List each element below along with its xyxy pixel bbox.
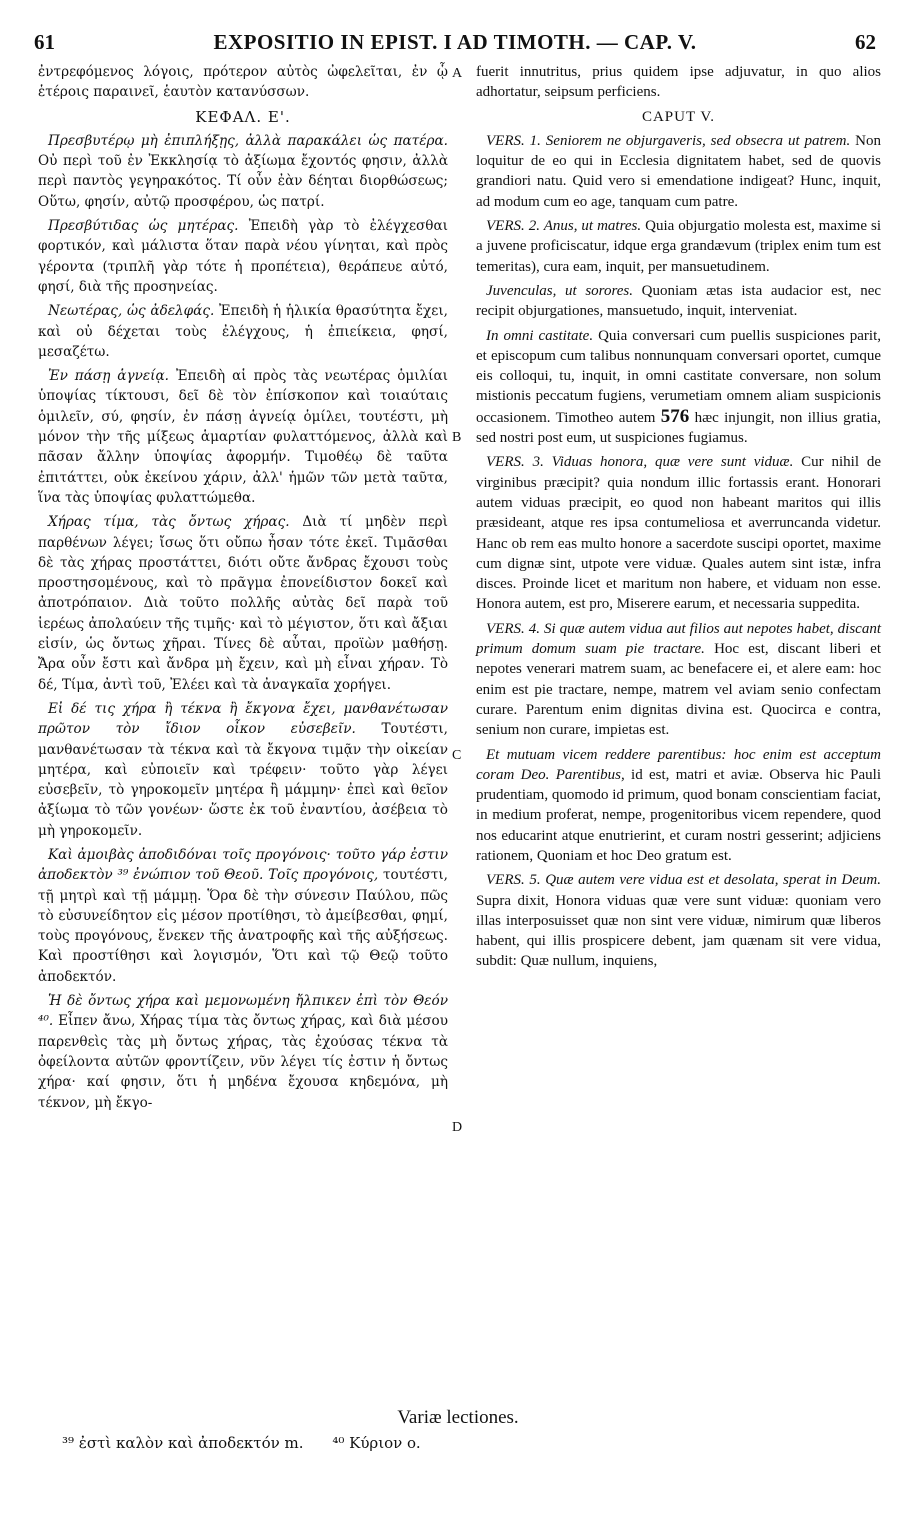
- paragraph: [38, 512, 448, 695]
- paragraph-text: hæc injungit, non illius gratia, sed nostri post eum, ut suspiciones fugiamus.: [476, 409, 881, 447]
- page-number-right: 62: [855, 30, 876, 54]
- paragraph: [38, 991, 448, 1113]
- paragraph-text: Οὐ περὶ τοῦ ἐν Ἐκκλησίᾳ τὸ ἀξίωμα ἔχοντός φησιν, ἀλλὰ περὶ παντὸς γεγηρακότος. Τί οὖν ἐὰν δέηται διορθώσεως; Οὕτω, φησίν, αὐτῷ προσφέρου, ὡς πατρί.: [38, 153, 448, 210]
- verse-lemma: VERS. 1. Seniorem ne objurgaveris, sed obsecra ut patrem.: [486, 132, 851, 149]
- paragraph: [38, 131, 448, 212]
- paragraph-text: Ἐπειδὴ αἱ πρὸς τὰς νεωτέρας ὁμιλίαι ὑποψίας τίκτουσι, δεῖ δὲ τὸν ἐπίσκοπον καὶ τοιαύταις ὁμιλεῖν, σύ, φησίν, ἐν πάσῃ ἁγνείᾳ ὁμίλει, τουτέστι, μὴ μόνον τὴν τῆς μίξεως ἁμαρτίαν φυλαττόμενος, ἀλλὰ καὶ πᾶσαν ἄλλην ὑποψίας ἀφορμήν. Τιμοθέῳ δὲ ταῦτα ἐπιτάττει, οὐκ ἐκείνου χάριν, ἀλλ' ἡμῶν τῶν μετὰ ταῦτα, ἵνα τὰς ὑποψίας φυλαττώμεθα.: [38, 368, 449, 506]
- paragraph-text: Quoniam ætas ista audacior est, nec recipit objurgationes, mansuetudo, inquit, interveniat.: [476, 282, 882, 320]
- paragraph-text: fuerit innutritus, prius quidem ipse adjuvatur, in quo alios adhortatur, seipsum perficiens.: [476, 64, 881, 101]
- verse-lemma: Χήρας τίμα, τὰς ὄντως χήρας.: [48, 514, 290, 531]
- page-number-left: 61: [34, 30, 55, 54]
- verse-lemma: Εἰ δέ τις χήρα ἢ τέκνα ἢ ἔκγονα ἔχει, μανθανέτωσαν πρῶτον τὸν ἴδιον οἶκον εὐσεβεῖν.: [38, 700, 448, 738]
- paragraph-text: Ἐπειδὴ ἡ ἡλικία θρασύτητα ἔχει, καὶ οὐ δέχεται τοὺς ἐλέγχους, ἡ ἐπιείκεια, φησί, μεσαζέτω.: [38, 303, 448, 360]
- paragraph: [476, 619, 881, 741]
- variant-note: ⁴⁰ Κύριον o.: [332, 1434, 421, 1452]
- paragraph-text: Διὰ τί μηδὲν περὶ παρθένων λέγει; ἴσως ὅτι οὔπω ἦσαν τότε ἐκεῖ. Τιμᾶσθαι δὲ τὰς χήρας προστάττει, διότι οὔτε ἄνδρας ἔχουσι τοὺς προστησομένους, καὶ τὸ πρᾶγμα ἐπονείδιστον δοκεῖ καὶ ἀποτρόπαιον. Διὰ τοῦτο πολλῆς αὐτὰς δεῖ παρὰ τοῦ ἱερέως ἀπολαύειν τῆς τιμῆς· καὶ τὸ μέγιστον, ὅτι καὶ ἄξιαι εἰσίν, ὡς ὄντως χῆραι. Τίνες δὲ αὗται, προϊὼν μαθήσῃ. Ἄρα οὖν ἔστι καὶ ἄνδρα μὴ ἔχειν, καὶ μὴ εἶναι χήραν. Τὸ δέ, Τίμα, ἀντὶ τοῦ, Ἐλέει καὶ τὰ ἀναγκαῖα χορήγει.: [38, 514, 448, 693]
- paragraph-text: id est, matri et aviæ. Observa hic Pauli prudentiam, quomodo id primum, quod bonam conscientiam faciat, in medium proferat, nempe, progenitoribus vicem rependere, quod nos educarint atque enutrierint, et curam nostri gesserint; adjiciens rationem, Quoniam et hoc Deo gratum est.: [476, 766, 881, 864]
- paragraph: [38, 699, 448, 841]
- verse-lemma: VERS. 2. Anus, ut matres.: [486, 218, 642, 235]
- paragraph-text: Cur nihil de virginibus præcipit? quia nondum illic fortassis erant. Honorari autem viduas præcipit, eo quod non habeant maritos qui illis præsideant, atque res ipsa contumeliosa et averruncanda videtur. Hanc ob rem eas multo honore a sacerdote suscipi oportet, maxime cum dignæ sint, utpote vere viduæ. Quales autem sint istæ, infra disces. Proinde licet et maritum non habere, et viduam non esse. Honora autem, est pro, Miserere earum, et necessaria suppedita.: [476, 454, 881, 613]
- verse-lemma: Καὶ ἀμοιβὰς ἀποδιδόναι τοῖς προγόνοις· τοῦτο γάρ ἐστιν ἀποδεκτὸν ³⁹ ἐνώπιον τοῦ Θεοῦ. Τοῖς προγόνοις,: [38, 846, 448, 884]
- section-letter: C: [452, 748, 462, 763]
- verse-lemma: Πρεσβύτιδας ὡς μητέρας.: [48, 218, 239, 235]
- paragraph: [476, 326, 881, 449]
- paragraph: [476, 870, 881, 971]
- paragraph: [38, 366, 448, 508]
- verse-lemma: Juvenculas, ut sorores.: [486, 282, 633, 299]
- verse-lemma: VERS. 3. Viduas honora, quæ vere sunt viduæ.: [486, 454, 794, 471]
- verse-lemma: Νεωτέρας, ὡς ἀδελφάς.: [48, 303, 215, 320]
- paragraph-text: Supra dixit, Honora viduas quæ vere sunt viduæ: quoniam vero illas interposuisset quæ non sint vere viduæ, nimirum quæ liberos habent, qui illis prospicere debent, jam quænam sit vere vidua, subdit: Quæ nullum, inquiens,: [476, 892, 881, 970]
- paragraph: [476, 281, 881, 322]
- verse-lemma: Πρεσβυτέρῳ μὴ ἐπιπλήξῃς, ἀλλὰ παρακάλει ὡς πατέρα.: [48, 132, 448, 149]
- paragraph: [476, 745, 881, 867]
- verse-lemma: VERS. 5. Quæ autem vere vidua est et desolata, sperat in Deum.: [486, 872, 881, 889]
- paragraph-text: Ἐπειδὴ γὰρ τὸ ἐλέγχεσθαι φορτικόν, καὶ μάλιστα ὅταν παρὰ νέου γίνηται, καὶ πρὸς γέροντα (τριπλῆ γὰρ τότε ἡ προπέτεια), θεράπευε αὐτό, φησί, διὰ τῆς προσηνείας.: [38, 218, 448, 295]
- verse-lemma: In omni castitate.: [486, 327, 594, 344]
- running-header: [34, 30, 876, 60]
- section-letter: A: [452, 66, 463, 81]
- paragraph-text: Τουτέστι, μανθανέτωσαν τὰ τέκνα καὶ τὰ ἔκγονα τιμᾷν τὴν οἰκείαν μητέρα, καὶ εὐποιεῖν καὶ τρέφειν· τοῦτο γὰρ λέγει εὐσεβεῖν, τὸ γηροκομεῖν μητέρα ἢ μάμμην· ἐπεὶ καὶ θεῖον ἀξίωμα τὸ τῶν γονέων· ὥστε ἐκ τοῦ ἐναντίου, ἀσέβεια τὸ μὴ γηροκομεῖν.: [38, 721, 448, 839]
- section-letter: B: [452, 430, 462, 445]
- paragraph: [38, 216, 448, 297]
- section-letter: D: [452, 1120, 463, 1135]
- variant-note: ³⁹ ἐστὶ καλὸν καὶ ἀποδεκτόν m.: [62, 1434, 304, 1452]
- paragraph-text: Quia objurgatio molesta est, maxime si a juvene proficiscatur, idque erga grandævum (triplex enim tum est temeritas), cura eam, inquit, per mansuetudinem.: [476, 218, 881, 275]
- variae-lectiones-title: Variæ lectiones.: [397, 1407, 519, 1428]
- paragraph: [38, 845, 448, 987]
- paragraph-text: Non loquitur de eo qui in Ecclesia dignitatem habet, sed de quovis grandiori natu. Quid vero si emendatione indigeat? Hunc, inquit, ad modum cum eo age, tanquam cum patre.: [476, 132, 881, 210]
- paragraph-text: τουτέστι, τῇ μητρὶ καὶ τῇ μάμμῃ. Ὅρα δὲ τὴν σύνεσιν Παύλου, πῶς τὸ εὐσυνείδητον εἰς μέσον προτίθησι, τὸ ἀμείβεσθαι, φημί, τοὺς προγόνους, ἕνεκεν τῆς ἀνατροφῆς καὶ τῆς αὐξήσεως. Καὶ προστίθησι καὶ λογισμόν, Ὅτι καὶ τῷ Θεῷ τοῦτο ἀποδεκτόν.: [38, 867, 448, 985]
- chapter-heading: ΚΕΦΑΛ. Ε'.: [195, 107, 291, 126]
- paragraph: [38, 301, 448, 362]
- paragraph-text: Quia conversari cum puellis suspiciones parit, et episcopum cum talibus nonnunquam conversari oportet, cumque eis colloqui, tu, inquit, in omni castitate conversare, non solum mistionis peccatum fugiens, verumetiam omnem aliam suspicionis occasionem. Timotheo autem: [476, 327, 881, 426]
- paragraph: [476, 131, 881, 212]
- greek-column: [38, 62, 448, 1117]
- verse-lemma: Ἐν πάσῃ ἁγνείᾳ.: [48, 368, 169, 385]
- paragraph: [476, 216, 881, 277]
- migne-column-marker: 576: [660, 405, 690, 427]
- paragraph: [38, 62, 448, 103]
- verse-lemma: Ἡ δὲ ὄντως χήρα καὶ μεμονωμένη ἤλπικεν ἐπὶ τὸν Θεόν ⁴⁰.: [38, 993, 448, 1030]
- verse-lemma: VERS. 4. Si quæ autem vidua aut filios aut nepotes habet, discant primum domum suam pie tractare.: [476, 620, 881, 658]
- paragraph-text: ἐντρεφόμενος λόγοις, πρότερον αὐτὸς ὠφελεῖται, ἐν ᾧ ἑτέροις παραινεῖ, ἑαυτὸν κατανύσσων.: [38, 64, 448, 101]
- paragraph-text: Εἶπεν ἄνω, Χήρας τίμα τὰς ὄντως χήρας, καὶ διὰ μέσου παρενθεὶς τὰς μὴ ὄντως χήρας, τὰς ἐχούσας τέκνα τὰ ὀφείλοντα αὐτῶν φροντίζειν, νῦν λέγει τίς ἐστιν ἡ ὄντως χήρα· καί φησιν, ὅτι ἡ μηδένα ἔχουσα κηδεμόνα, μὴ τέκνον, μὴ ἔκγο-: [38, 1013, 448, 1111]
- paragraph: [476, 62, 881, 103]
- variae-lectiones: [62, 1434, 445, 1452]
- running-title: EXPOSITIO IN EPIST. I AD TIMOTH. — CAP. V.: [213, 30, 697, 54]
- latin-column: [476, 62, 881, 976]
- verse-lemma: Et mutuam vicem reddere parentibus: hoc enim est acceptum coram Deo. Parentibus,: [476, 746, 881, 783]
- paragraph-text: Hoc est, discant liberi et nepotes venerari matrem suam, ac benefacere ei, et alere eam: hoc enim est pie tractare, nempe, matrem vel aviam senio confectam curare. Parentum enim dignitas divina est. Quocirca e contra, senium non curare, impietas est.: [476, 641, 881, 739]
- chapter-heading: CAPUT V.: [641, 108, 716, 125]
- paragraph: [476, 452, 881, 614]
